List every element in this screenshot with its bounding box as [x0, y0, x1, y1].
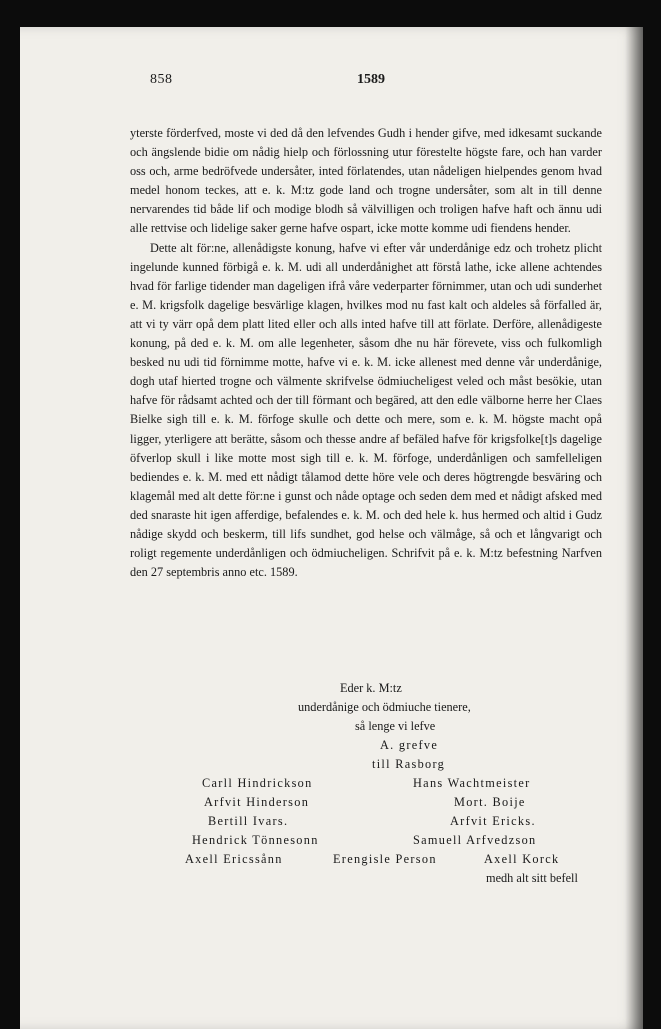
signature-bertill-ivars: Bertill Ivars. — [208, 814, 289, 828]
signature-hans-wachtmeister: Hans Wachtmeister — [413, 776, 531, 790]
signature-axell-korck: Axell Korck — [484, 852, 560, 866]
signature-arfvit-hinderson: Arfvit Hinderson — [204, 795, 310, 809]
signature-erengisle-person: Erengisle Person — [333, 852, 437, 866]
page-number: 858 — [150, 72, 173, 87]
signature-mort-boije: Mort. Boije — [454, 795, 526, 809]
letter-body — [130, 124, 602, 582]
page-header — [150, 72, 602, 96]
signature-arfvit-ericks: Arfvit Ericks. — [450, 814, 536, 828]
signature-samuell-arfvedzson: Samuell Arfvedzson — [413, 833, 537, 847]
signature-axell-ericssann: Axell Ericssånn — [185, 852, 283, 866]
paragraph-2: Dette alt för:ne, allenådigste konung, hafve vi efter vår underdånige edz och trohetz plicht ingelunde kunned förbigå e. k. M. udi all underdånighet att förstå lathe, icke allene achtendes hvad för farlige tidender man dageligen ifrå våre vederparter förnimmer, utan och udi sunderhet e. M. krigsfolk dagelige besvärlige klagen, hvilkes mod nu fast kalt och aldeles så förfalled är, att vi ty värr opå dem platt lited eller och alls inted hafve till att förlate. Derföre, allenådigeste konung, på ded e. k. M. om alle legenheter, såsom dhe nu här förevete, viss och fulkomligh besked nu udi tid förnimme motte, hafve vi e. k. M. icke allenest med denne vår underdånige, dogh utaf hierted trogne och välmente skrifvelse ödmiucheligest veled och måst besökie, utan hafve för rådsamt achted och der till förmant och begäred, att den edle välborne herre her Claes Bielke sigh till e. k. M. förfoge skulle och dette och mere, som e. k. M. högste macht opå ligger, yterligere att berätte, såsom och thesse andre af befäled hafve för krigsfolke[t]s dagelige öfverlop skull i like motte most sigh till e. k. M. förfoge, underdånligen och samfelleligen bediendes e. k. M. med ett nådigt tålamod dette höre vele och deres högtrengde besväring och klagemål med alt dette för:ne i gunst och nåde optage och seden dem med et nådigt afsked med ded snaraste hit igen afferdige, befalendes e. k. M. och ded hele k. hus hermed och altid i Gudz nådige skydd och beskerm, till lifs sundhet, god helse och välmåge, så och et långvarigt och roligt regemente underdånligen och ödmiucheligen. Schrifvit på e. k. M:tz befestning Narfven den 27 septembris anno etc. 1589. — [130, 240, 602, 580]
signature-carll-hindrickson: Carll Hindrickson — [202, 776, 313, 790]
paragraph-1: yterste förderfved, moste vi ded då den lefvendes Gudh i hender gifve, med idkesamt suckande och ängslende bidie om nådig hielp och förlossning utur förestelte högste fare, och han varder oss och, arme bedröfvede undersåter, inted förlatendes, utan nådeligen hielpendes genom hvad medel honom teckes, att e. k. M:tz gode land och trogne undersåter, som alt in till denne nervarendes tid både lif och modige blodh så välvilligen och troligen hafve haft och ännu udi alle rettvise och lidelige saker gerne hafve ospart, icke motte komme udi fiendens hender. — [130, 126, 602, 236]
closing-line-1: Eder k. M:tz — [340, 681, 402, 695]
closing-line-5: till Rasborg — [372, 757, 446, 771]
signature-note: medh alt sitt befell — [486, 871, 578, 885]
closing-line-4: A. grefve — [380, 738, 439, 752]
signature-hendrick-tonnesonn: Hendrick Tönnesonn — [192, 833, 319, 847]
closing-line-3: så lenge vi lefve — [355, 719, 436, 733]
closing-line-2: underdånige och ödmiuche tienere, — [298, 700, 471, 714]
page-year-heading: 1589 — [357, 72, 385, 87]
page-gutter-shadow — [625, 27, 643, 1029]
